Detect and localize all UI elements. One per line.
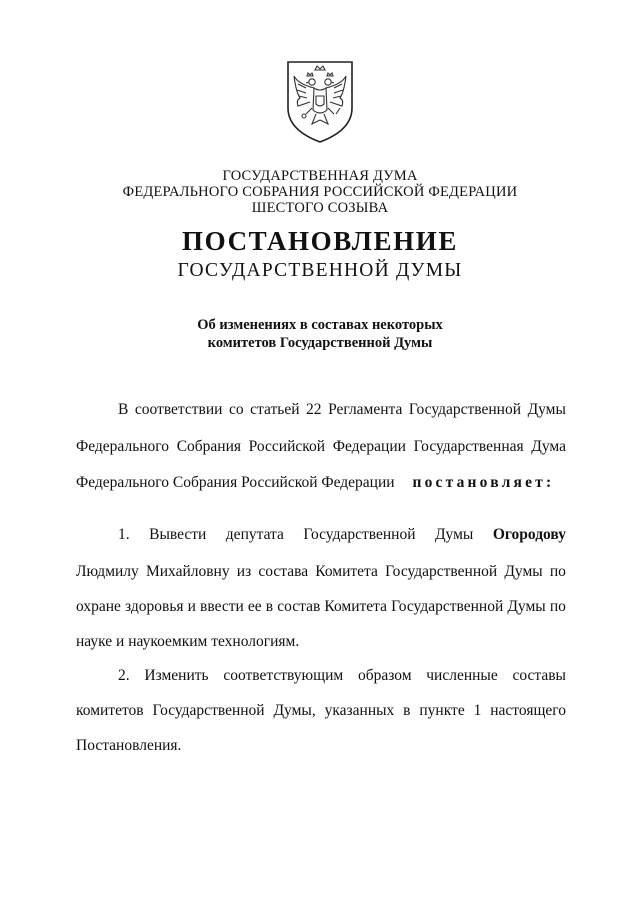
preamble-line-2: Федерального Собрания Российской Федерации Государственная Дума xyxy=(76,438,566,455)
coat-of-arms-icon xyxy=(284,58,356,144)
item-2-line-2: комитетов Государственной Думы, указанных в пункте 1 настоящего xyxy=(76,702,566,719)
subject-line-2: комитетов Государственной Думы xyxy=(207,335,433,351)
resolves-word: постановляет: xyxy=(412,474,555,491)
issuing-body xyxy=(0,168,640,216)
decree-subtitle: ГОСУДАРСТВЕННОЙ ДУМЫ xyxy=(177,260,463,281)
item-2-line-3: Постановления. xyxy=(76,737,182,754)
item-2-line-1: 2. Изменить соответствующим образом численные составы xyxy=(118,667,566,684)
decree-title: ПОСТАНОВЛЕНИЕ xyxy=(182,226,458,256)
preamble-line-1: В соответствии со статьей 22 Регламента Государственной Думы xyxy=(118,401,566,418)
subject-line-1: Об изменениях в составах некоторых xyxy=(197,317,443,333)
org-line-3: ШЕСТОГО СОЗЫВА xyxy=(251,200,389,216)
item-1-line-3: охране здоровья и ввести ее в состав Комитета Государственной Думы по xyxy=(76,598,566,615)
decree-subject xyxy=(0,316,640,352)
item-1-line-4: науке и наукоемким технологиям. xyxy=(76,633,300,650)
item-1-line-1: 1. Вывести депутата Государственной Думы Огородову xyxy=(118,526,566,543)
org-line-1: ГОСУДАРСТВЕННАЯ ДУМА xyxy=(222,168,418,184)
preamble-line-3: Федерального Собрания Российской Федерации постановляет: xyxy=(76,474,555,491)
item-1-line-2: Людмилу Михайловну из состава Комитета Государственной Думы по xyxy=(76,563,566,580)
org-line-2: ФЕДЕРАЛЬНОГО СОБРАНИЯ РОССИЙСКОЙ ФЕДЕРАЦИИ xyxy=(122,184,518,200)
deputy-surname: Огородову xyxy=(492,526,566,543)
